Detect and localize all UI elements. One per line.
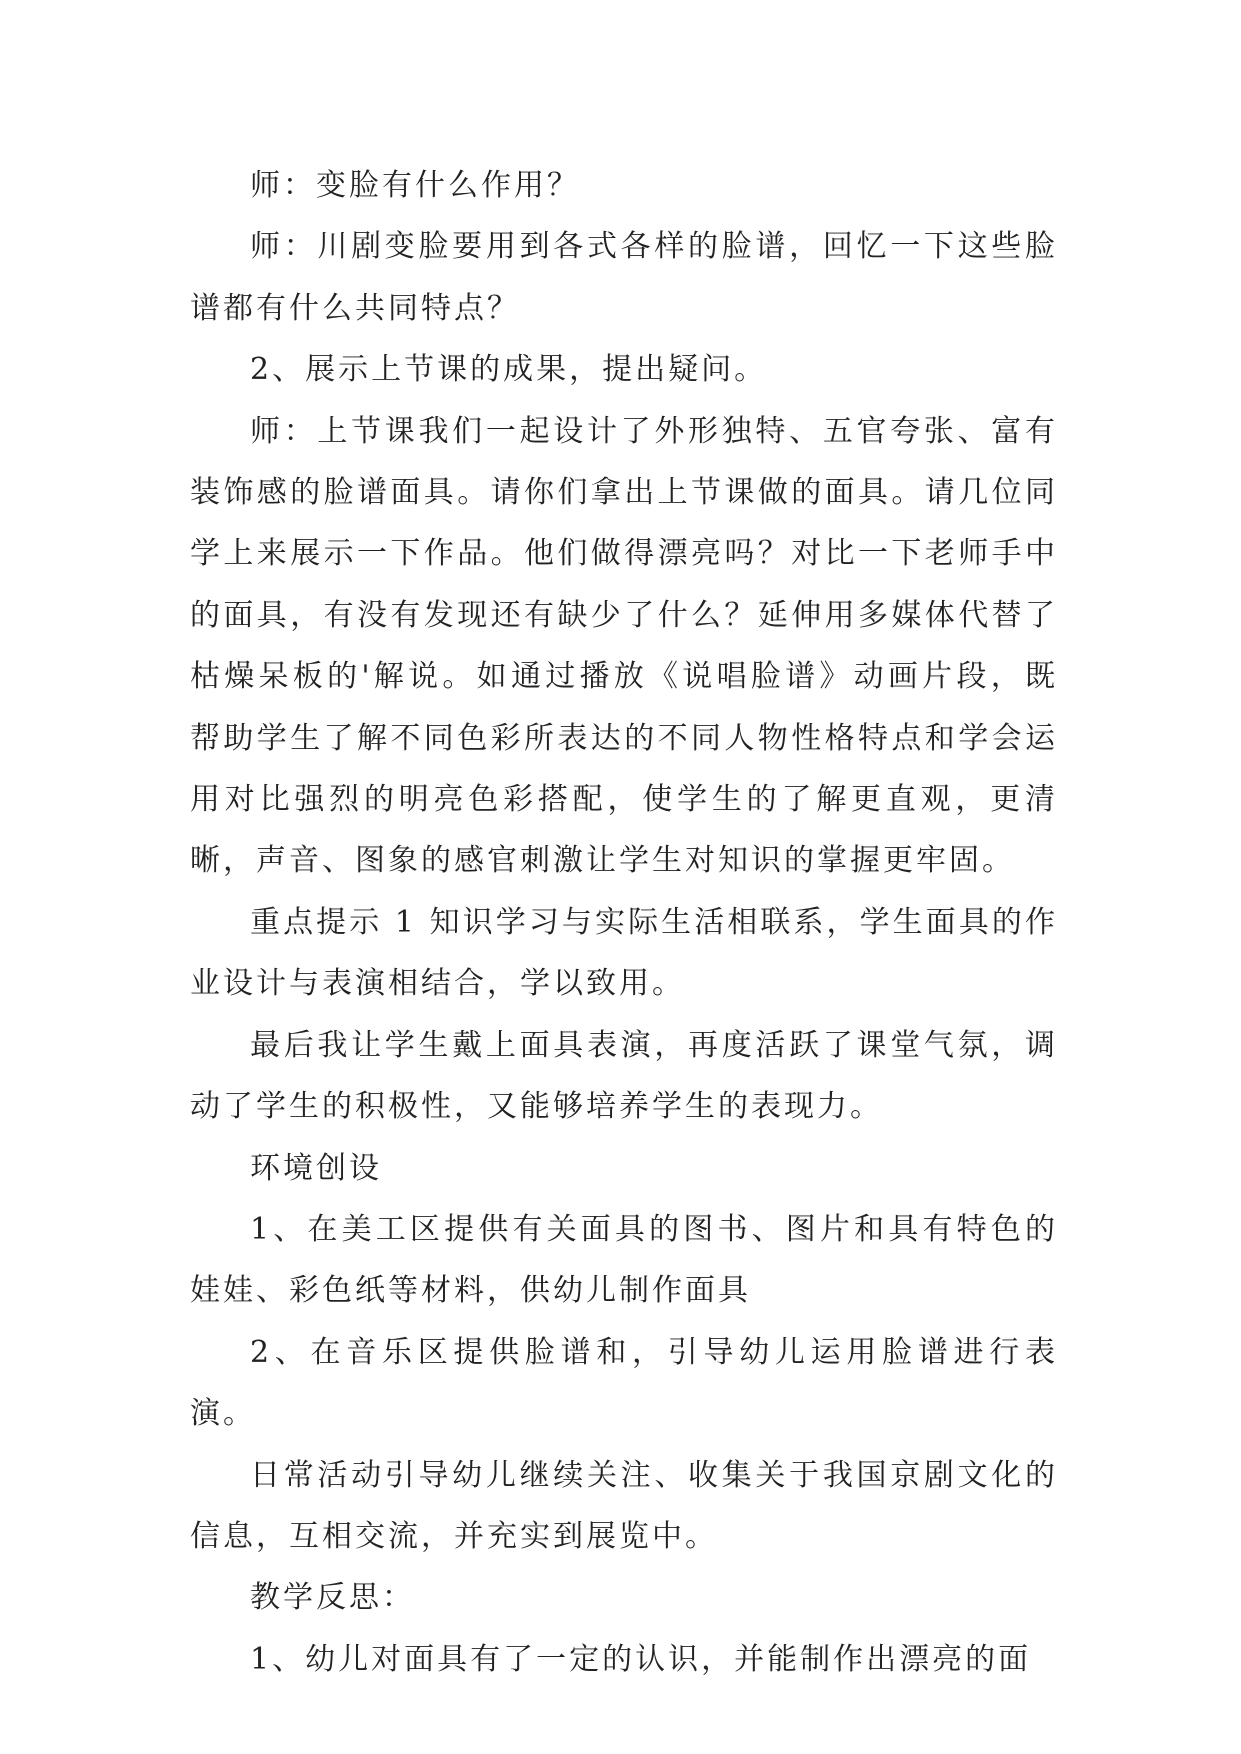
- paragraph-question-face-change: 师：变脸有什么作用？: [250, 168, 580, 203]
- paragraph-teacher-mask-design: 师：上节课我们一起设计了外形独特、五官夸张、富有装饰感的脸谱面具。请你们拿出上节课做的面具。请几位同学上来展示一下作品。他们做得漂亮吗？对比一下老师手中的面具，有没有发现还有缺少了什么？延伸用多媒体代替了枯燥呆板的'解说。如通过播放《说唱脸谱》动画片段，既帮助学生了解不同色彩所表达的不同人物性格特点和学会运用对比强烈的明亮色彩搭配，使学生的了解更直观，更清晰，声音、图象的感官刺激让学生对知识的掌握更牢固。: [190, 413, 1058, 879]
- paragraph-reflection-1: 1、幼儿对面具有了一定的认识，并能制作出漂亮的面: [250, 1641, 1032, 1677]
- document-body: [190, 155, 1058, 1690]
- paragraph-heading-reflection: 教学反思：: [250, 1580, 415, 1616]
- paragraph-key-tip: 重点提示 1 知识学习与实际生活相联系，学生面具的作业设计与表演相结合，学以致用。: [190, 904, 1058, 1002]
- paragraph-heading-environment: 环境创设: [250, 1150, 382, 1186]
- paragraph-art-area: 1、在美工区提供有关面具的图书、图片和具有特色的娃娃、彩色纸等材料，供幼儿制作面具: [190, 1211, 1058, 1309]
- paragraph-question-masks-features: 师：川剧变脸要用到各式各样的脸谱，回忆一下这些脸谱都有什么共同特点？: [190, 229, 1058, 326]
- paragraph-mask-performance: 最后我让学生戴上面具表演，再度活跃了课堂气氛，调动了学生的积极性，又能够培养学生的表现力。: [190, 1027, 1058, 1125]
- paragraph-step-show-results: 2、展示上节课的成果，提出疑问。: [250, 352, 768, 388]
- paragraph-music-area: 2、在音乐区提供脸谱和，引导幼儿运用脸谱进行表演。: [190, 1334, 1058, 1432]
- paragraph-daily-activities: 日常活动引导幼儿继续关注、收集关于我国京剧文化的信息，互相交流，并充实到展览中。: [190, 1457, 1058, 1554]
